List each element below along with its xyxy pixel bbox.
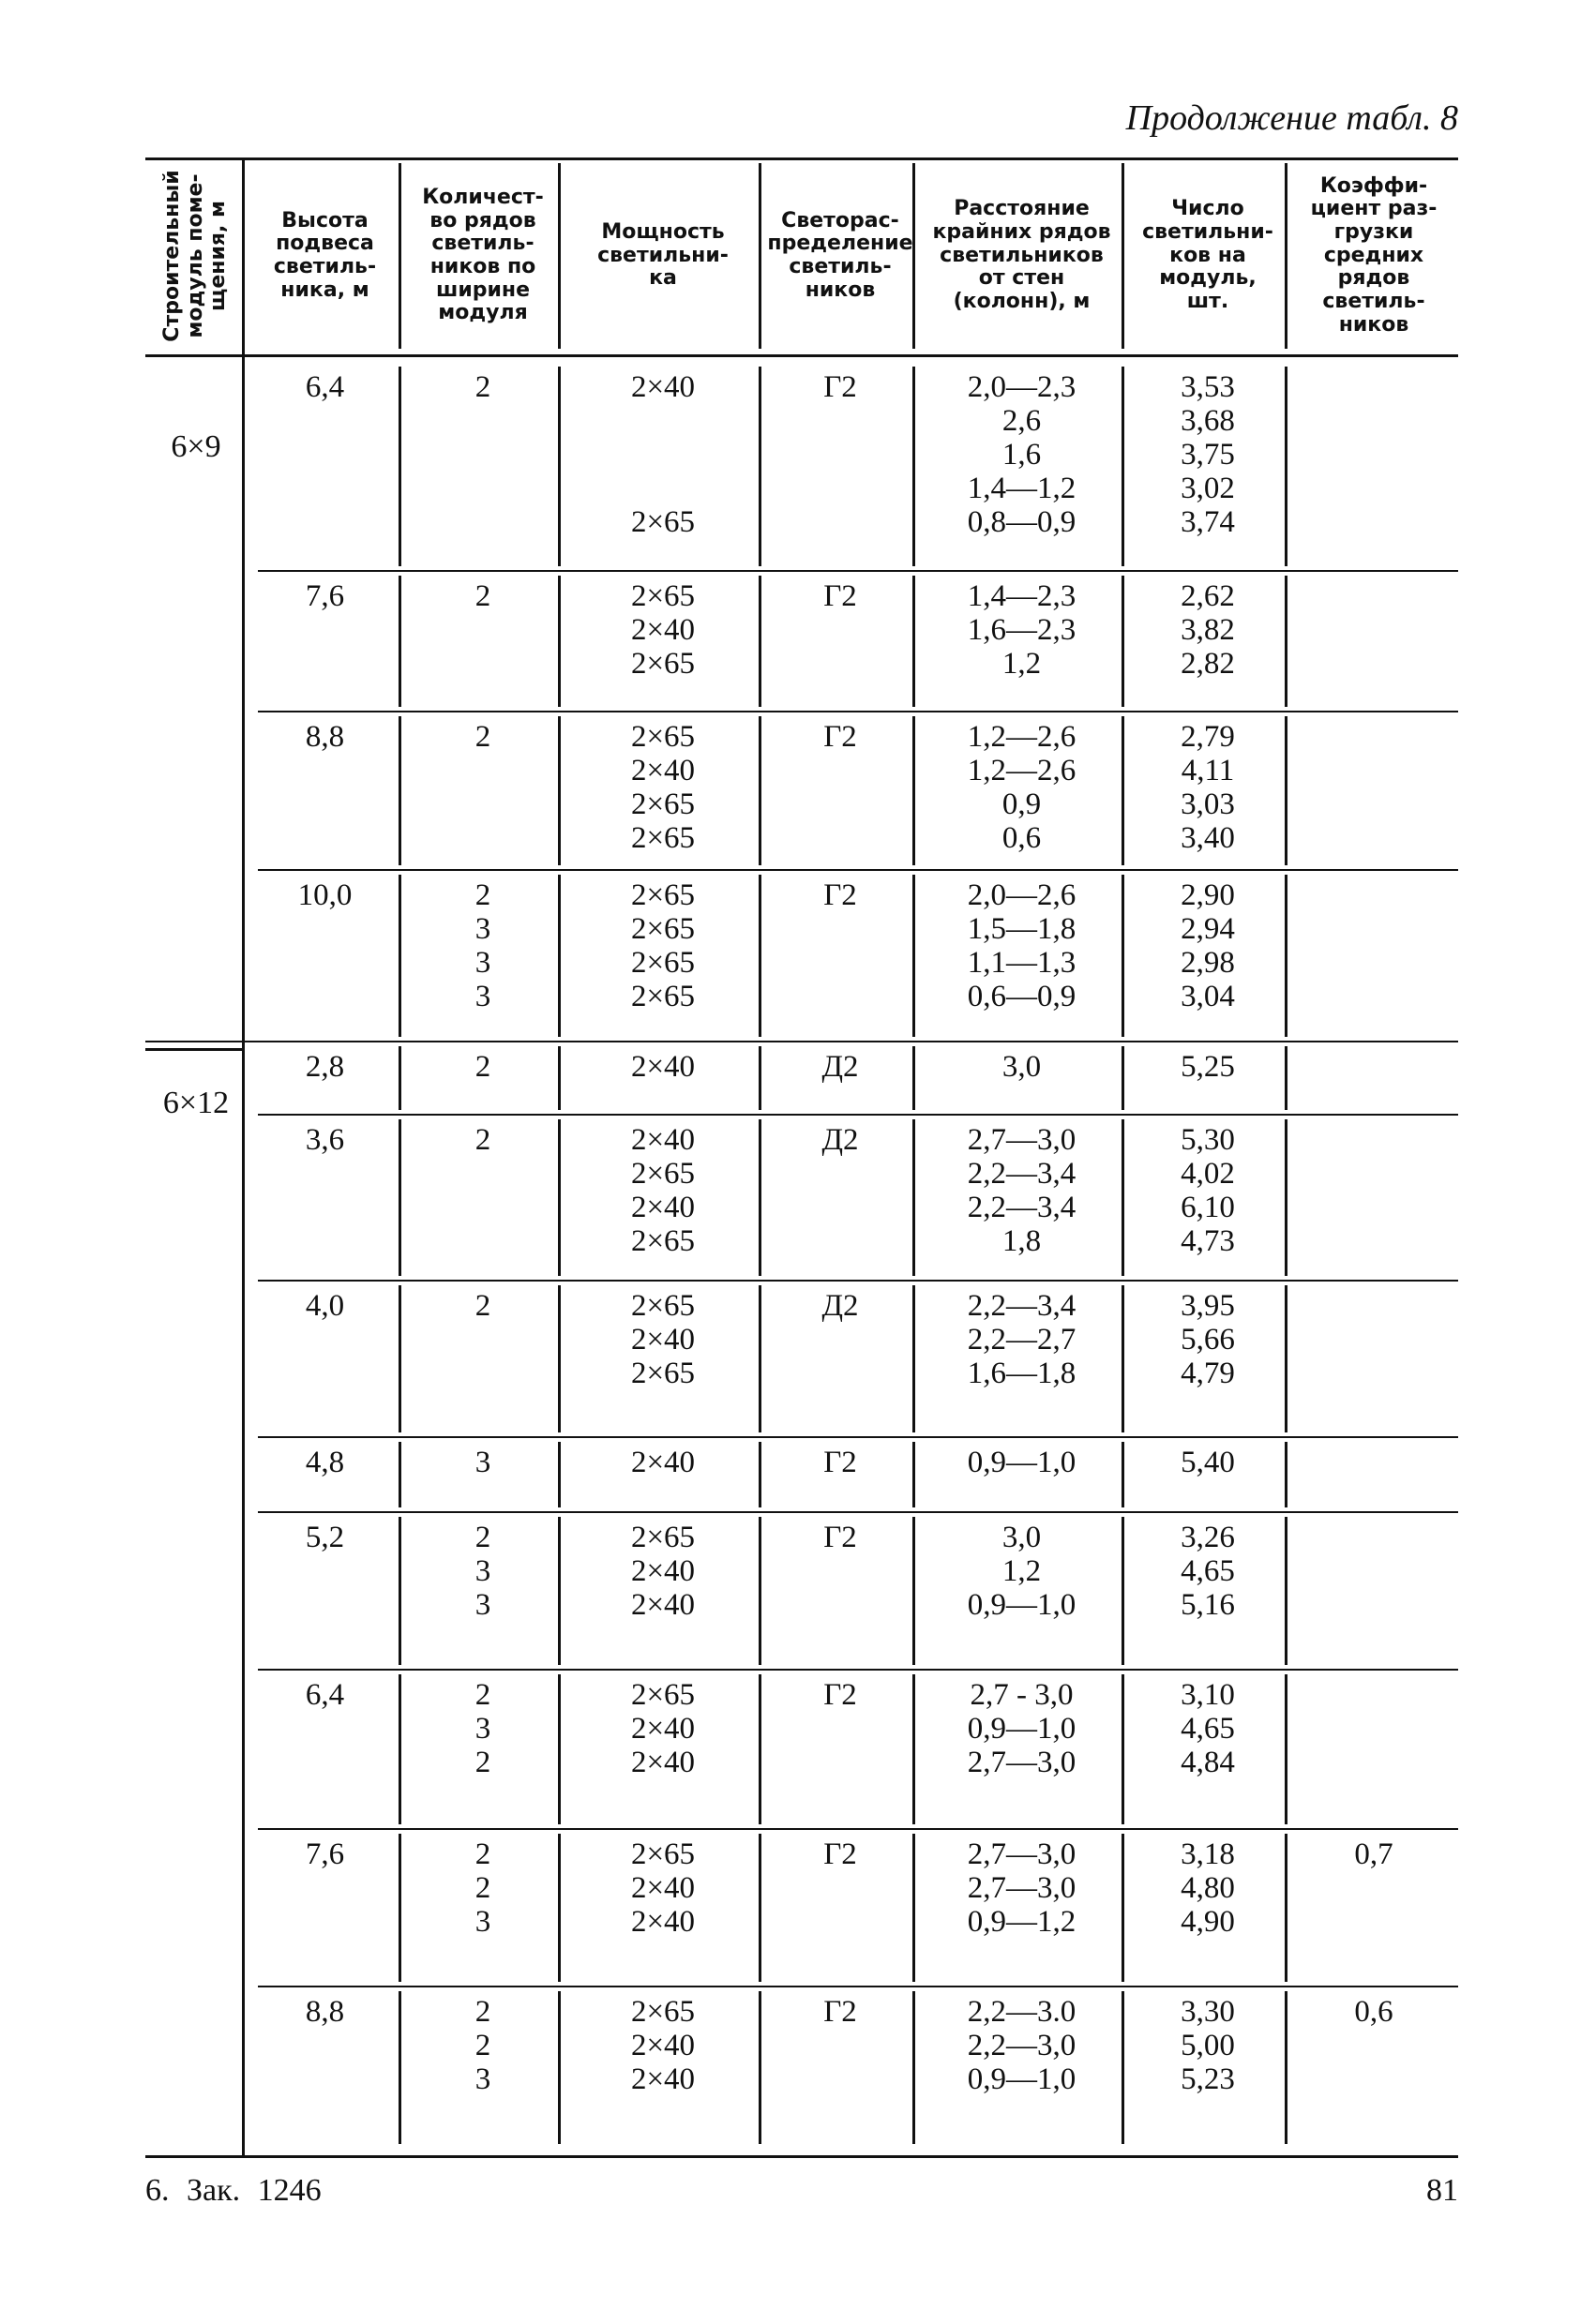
table-continuation-caption: Продолжение табл. 8 (1125, 98, 1458, 138)
table-cell-distance: 1,4—2,3 1,6—2,3 1,2 (967, 579, 1077, 681)
row-divider (258, 1986, 1458, 1987)
table-cell-rows-count: 2 2 3 (474, 1995, 491, 2096)
module-label: 6×9 (171, 429, 221, 464)
row-divider (258, 1669, 1458, 1671)
table-cell-power: 2×65 2×40 2×65 2×65 (630, 720, 696, 855)
table-cell-number: 5,30 4,02 6,10 4,73 (1181, 1123, 1235, 1258)
column-divider (759, 163, 761, 349)
table-cell-number: 3,18 4,80 4,90 (1181, 1837, 1235, 1939)
table-cell-height: 7,6 (305, 1837, 345, 1871)
table-cell-power: 2×65 2×40 2×40 (630, 1995, 696, 2096)
table-cell-power: 2×65 2×40 2×40 (630, 1521, 696, 1622)
table-cell-coefficient: 0,6 (1354, 1995, 1393, 2029)
table-cell-power: 2×40 2×65 (630, 370, 696, 539)
table-cell-height: 8,8 (305, 720, 345, 754)
table-cell-number: 2,90 2,94 2,98 3,04 (1181, 878, 1235, 1013)
column-divider (912, 163, 915, 349)
table-cell-coefficient: 0,7 (1354, 1837, 1393, 1871)
table-cell-distance: 0,9—1,0 (967, 1446, 1077, 1479)
row-divider (258, 1828, 1458, 1830)
row-divider (145, 1041, 1458, 1042)
table-cell-height: 6,4 (305, 370, 345, 404)
table-cell-distribution: Д2 (821, 1289, 859, 1323)
table-cell-rows-count: 2 2 3 (474, 1837, 491, 1939)
footer-order-number: 6. Зак. 1246 (145, 2173, 322, 2208)
table-cell-power: 2×65 2×65 2×65 2×65 (630, 878, 696, 1013)
table-cell-height: 5,2 (305, 1521, 345, 1554)
table-cell-rows-count: 2 (474, 1123, 491, 1157)
table-cell-distance: 2,7—3,0 2,2—3,4 2,2—3,4 1,8 (967, 1123, 1077, 1258)
table-cell-distribution: Г2 (823, 579, 857, 613)
table-cell-number: 3,26 4,65 5,16 (1181, 1521, 1235, 1622)
header-distance: Расстояние крайних рядов светильников от стен (колонн), м (932, 197, 1111, 313)
table-cell-distance: 2,7 - 3,0 0,9—1,0 2,7—3,0 (967, 1678, 1077, 1779)
table-cell-height: 7,6 (305, 579, 345, 613)
table-cell-distribution: Д2 (821, 1050, 859, 1084)
table-cell-power: 2×40 2×65 2×40 2×65 (630, 1123, 696, 1258)
table-cell-rows-count: 3 (474, 1446, 491, 1479)
table-cell-number: 2,62 3,82 2,82 (1181, 579, 1235, 681)
table-cell-height: 4,0 (305, 1289, 345, 1323)
table-cell-rows-count: 2 (474, 720, 491, 754)
table-cell-distribution: Г2 (823, 878, 857, 912)
table-cell-rows-count: 2 3 3 3 (474, 878, 491, 1013)
header-number: Число светильни- ков на модуль, шт. (1142, 197, 1273, 313)
table-cell-rows-count: 2 (474, 370, 491, 404)
header-coefficient: Коэффи- циент раз- грузки средних рядов светиль- ников (1310, 173, 1438, 337)
table-cell-distribution: Д2 (821, 1123, 859, 1157)
header-bottom-rule (145, 354, 1458, 357)
header-distribution: Светорас- пределение светиль- ников (767, 208, 913, 302)
table-cell-power: 2×65 2×40 2×40 (630, 1837, 696, 1939)
table-cell-distance: 1,2—2,6 1,2—2,6 0,9 0,6 (967, 720, 1077, 855)
table-cell-distribution: Г2 (823, 1521, 857, 1554)
table-cell-power: 2×40 (630, 1446, 696, 1479)
table-cell-distance: 2,0—2,6 1,5—1,8 1,1—1,3 0,6—0,9 (967, 878, 1077, 1013)
column-divider (1285, 163, 1287, 349)
table-top-rule (145, 157, 1458, 160)
table-cell-number: 2,79 4,11 3,03 3,40 (1181, 720, 1235, 855)
table-cell-distance: 3,0 (1001, 1050, 1042, 1084)
header-module: Строительный модуль поме- щения, м (160, 170, 231, 342)
table-cell-distance: 2,2—3.0 2,2—3,0 0,9—1,0 (967, 1995, 1077, 2096)
header-height: Высота подвеса светиль- ника, м (273, 208, 377, 302)
table-bottom-rule (145, 2155, 1458, 2158)
header-power: Мощность светильни- ка (597, 220, 729, 291)
module-divider-rule (145, 1048, 242, 1051)
table-cell-power: 2×65 2×40 2×40 (630, 1678, 696, 1779)
table-cell-height: 4,8 (305, 1446, 345, 1479)
table-cell-power: 2×65 2×40 2×65 (630, 579, 696, 681)
table-cell-number: 3,95 5,66 4,79 (1181, 1289, 1235, 1390)
table-cell-distribution: Г2 (823, 1446, 857, 1479)
column-divider (558, 163, 561, 349)
row-divider (258, 1280, 1458, 1282)
column-divider (242, 157, 245, 2155)
table-cell-height: 2,8 (305, 1050, 345, 1084)
row-divider (258, 869, 1458, 871)
table-cell-rows-count: 2 (474, 579, 491, 613)
table-cell-height: 8,8 (305, 1995, 345, 2029)
table-cell-number: 3,53 3,68 3,75 3,02 3,74 (1181, 370, 1235, 539)
data-table (145, 157, 1458, 2160)
table-cell-distribution: Г2 (823, 370, 857, 404)
table-cell-power: 2×40 (630, 1050, 696, 1084)
page-number: 81 (1426, 2173, 1458, 2208)
table-cell-rows-count: 2 (474, 1289, 491, 1323)
table-cell-distance: 3,0 1,2 0,9—1,0 (967, 1521, 1077, 1622)
table-cell-height: 3,6 (305, 1123, 345, 1157)
row-divider (258, 1114, 1458, 1116)
table-cell-number: 3,30 5,00 5,23 (1181, 1995, 1235, 2096)
table-cell-distance: 2,0—2,3 2,6 1,6 1,4—1,2 0,8—0,9 (967, 370, 1077, 539)
row-divider (258, 1511, 1458, 1513)
table-cell-distance: 2,2—3,4 2,2—2,7 1,6—1,8 (967, 1289, 1077, 1390)
header-rows-count: Количест- во рядов светиль- ников по ширине модуля (422, 186, 544, 325)
table-cell-distribution: Г2 (823, 1837, 857, 1871)
column-divider (399, 163, 401, 349)
module-label: 6×12 (162, 1086, 230, 1120)
table-cell-distribution: Г2 (823, 1995, 857, 2029)
row-divider (258, 711, 1458, 712)
table-cell-distance: 2,7—3,0 2,7—3,0 0,9—1,2 (967, 1837, 1077, 1939)
row-divider (258, 570, 1458, 572)
table-cell-number: 5,40 (1181, 1446, 1235, 1479)
table-cell-power: 2×65 2×40 2×65 (630, 1289, 696, 1390)
table-cell-rows-count: 2 3 3 (474, 1521, 491, 1622)
table-cell-rows-count: 2 3 2 (474, 1678, 491, 1779)
table-cell-height: 6,4 (305, 1678, 345, 1712)
table-cell-rows-count: 2 (474, 1050, 491, 1084)
row-divider (258, 1436, 1458, 1438)
table-cell-number: 5,25 (1181, 1050, 1235, 1084)
table-cell-height: 10,0 (297, 878, 353, 912)
table-cell-number: 3,10 4,65 4,84 (1181, 1678, 1235, 1779)
column-divider (1122, 163, 1124, 349)
table-cell-distribution: Г2 (823, 720, 857, 754)
table-cell-distribution: Г2 (823, 1678, 857, 1712)
